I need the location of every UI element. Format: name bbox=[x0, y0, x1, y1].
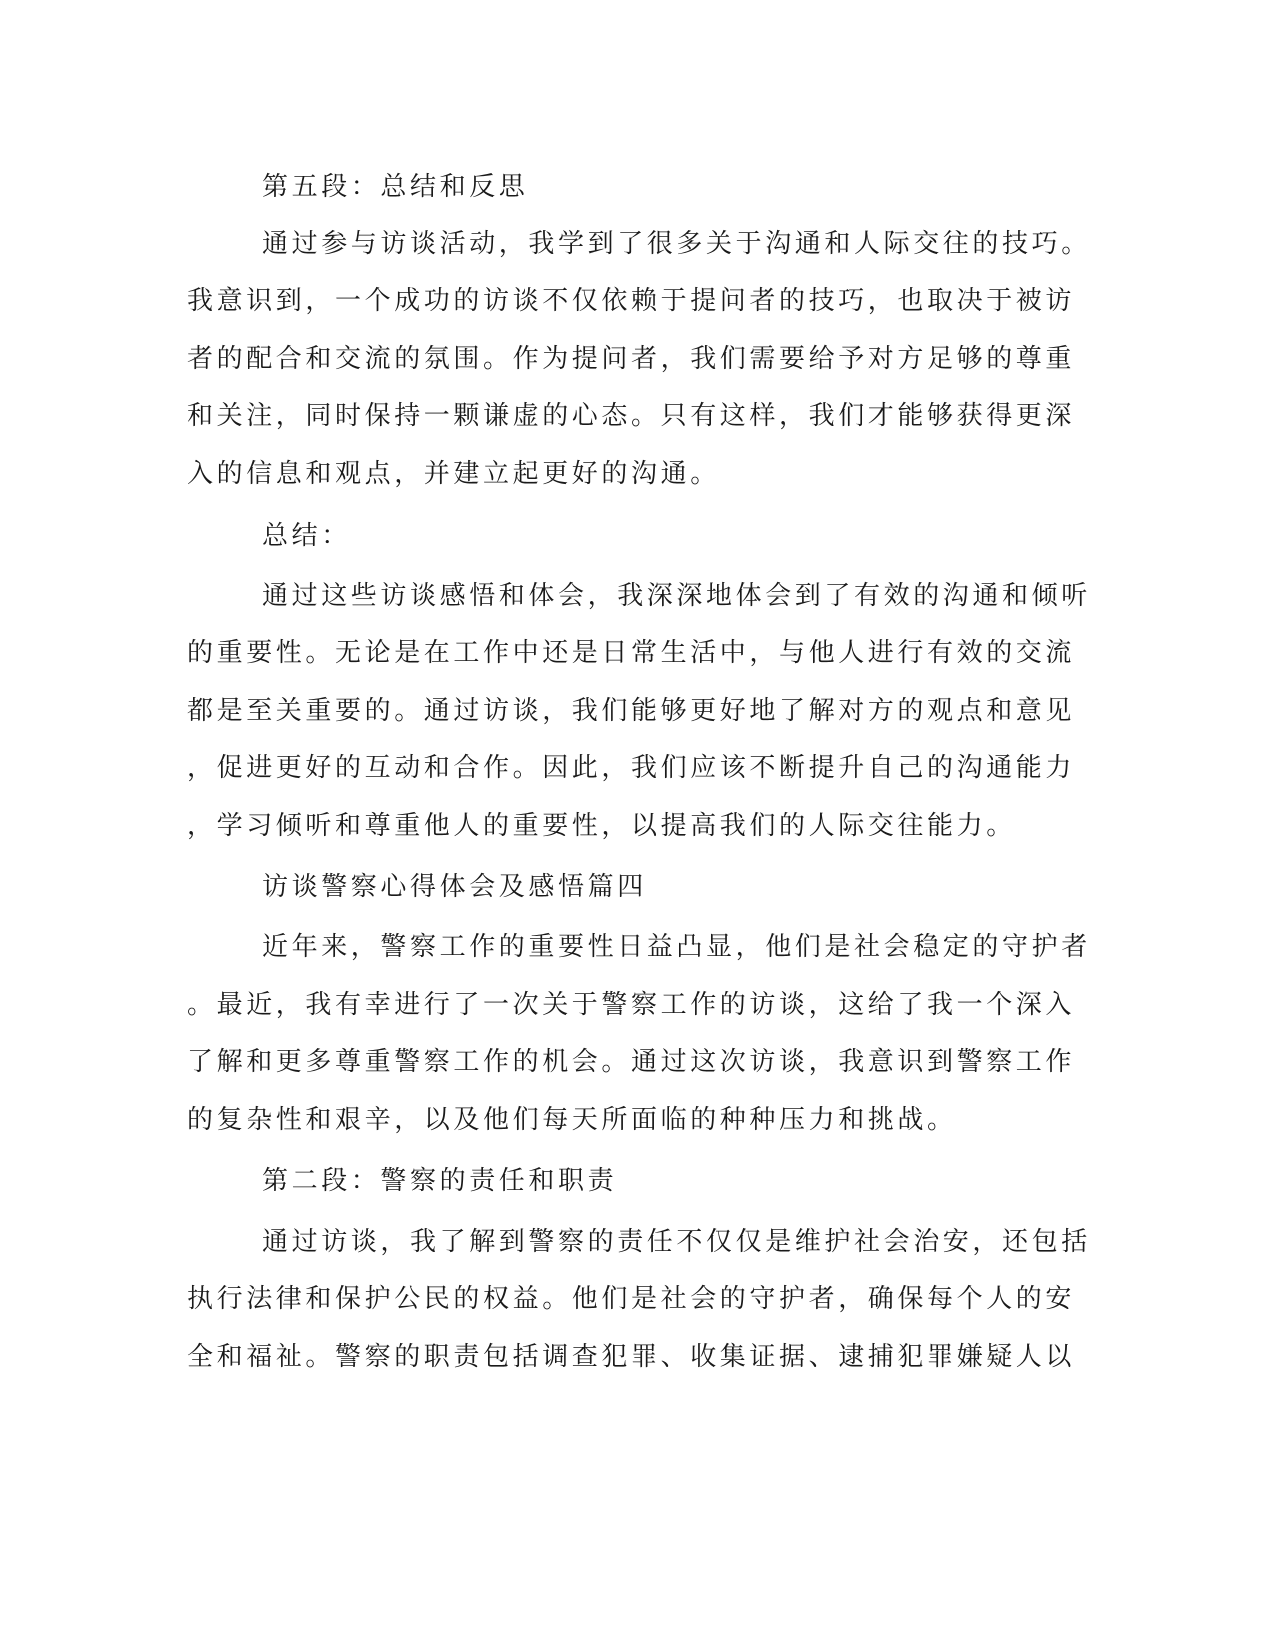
paragraph-line: 通过访谈，我了解到警察的责任不仅仅是维护社会治安，还包括 bbox=[262, 1227, 1091, 1257]
section-heading-2: 第二段：警察的责任和职责 bbox=[262, 1166, 618, 1196]
paragraph-line: 了解和更多尊重警察工作的机会。通过这次访谈，我意识到警察工作 bbox=[187, 1047, 1076, 1077]
paragraph-line: 全和福祉。警察的职责包括调查犯罪、收集证据、逮捕犯罪嫌疑人以 bbox=[187, 1342, 1076, 1372]
paragraph-line: 都是至关重要的。通过访谈，我们能够更好地了解对方的观点和意见 bbox=[187, 696, 1076, 726]
paragraph-line: 执行法律和保护公民的权益。他们是社会的守护者，确保每个人的安 bbox=[187, 1284, 1076, 1314]
section-heading-5: 第五段：总结和反思 bbox=[262, 172, 529, 202]
article-title: 访谈警察心得体会及感悟篇四 bbox=[262, 872, 647, 902]
paragraph-line: 通过参与访谈活动，我学到了很多关于沟通和人际交往的技巧。 bbox=[262, 229, 1091, 259]
paragraph-line: 我意识到，一个成功的访谈不仅依赖于提问者的技巧，也取决于被访 bbox=[187, 286, 1076, 316]
paragraph-line: 的复杂性和艰辛，以及他们每天所面临的种种压力和挑战。 bbox=[187, 1105, 957, 1135]
paragraph-line: 和关注，同时保持一颗谦虚的心态。只有这样，我们才能够获得更深 bbox=[187, 401, 1076, 431]
summary-heading: 总结： bbox=[262, 521, 351, 551]
paragraph-line: 通过这些访谈感悟和体会，我深深地体会到了有效的沟通和倾听 bbox=[262, 581, 1091, 611]
paragraph-line: ，学习倾听和尊重他人的重要性，以提高我们的人际交往能力。 bbox=[187, 811, 1016, 841]
paragraph-line: ，促进更好的互动和合作。因此，我们应该不断提升自己的沟通能力 bbox=[187, 753, 1076, 783]
paragraph-line: 。最近，我有幸进行了一次关于警察工作的访谈，这给了我一个深入 bbox=[187, 990, 1076, 1020]
paragraph-line: 者的配合和交流的氛围。作为提问者，我们需要给予对方足够的尊重 bbox=[187, 344, 1076, 374]
paragraph-line: 近年来，警察工作的重要性日益凸显，他们是社会稳定的守护者 bbox=[262, 932, 1091, 962]
paragraph-line: 入的信息和观点，并建立起更好的沟通。 bbox=[187, 459, 720, 489]
paragraph-line: 的重要性。无论是在工作中还是日常生活中，与他人进行有效的交流 bbox=[187, 638, 1076, 668]
